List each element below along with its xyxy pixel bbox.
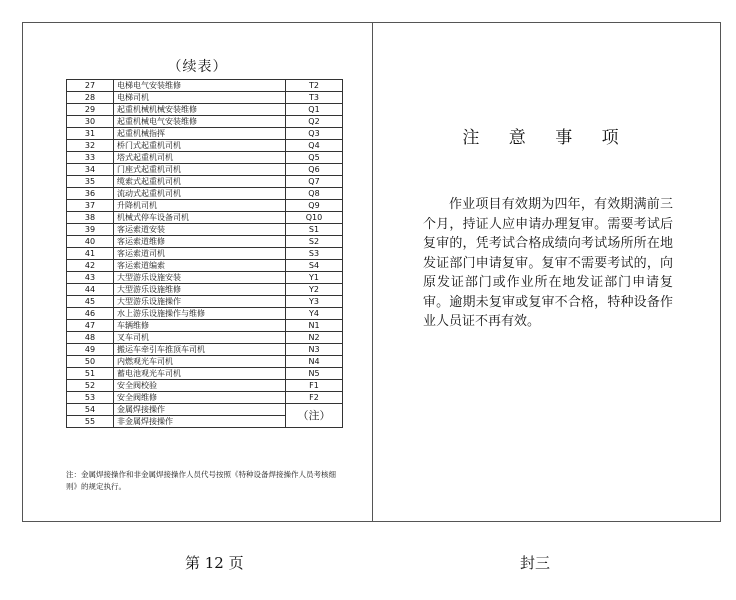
item-name: 塔式起重机司机 — [114, 152, 286, 164]
item-code: Y4 — [286, 308, 343, 320]
item-code: N3 — [286, 344, 343, 356]
row-number: 29 — [67, 104, 114, 116]
row-number: 37 — [67, 200, 114, 212]
item-name: 客运索道司机 — [114, 248, 286, 260]
row-number: 38 — [67, 212, 114, 224]
item-code: Q5 — [286, 152, 343, 164]
table-row — [67, 344, 343, 356]
item-code: Q6 — [286, 164, 343, 176]
item-name: 电梯电气安装维修 — [114, 80, 286, 92]
table-row — [67, 200, 343, 212]
row-number: 47 — [67, 320, 114, 332]
table-row — [67, 236, 343, 248]
item-name: 起重机械机械安装维修 — [114, 104, 286, 116]
notice-body: 作业项目有效期为四年，有效期满前三个月，持证人应申请办理复审。需要考试后复审的，凭考试合格成绩向考试场所所在地发证部门申请复审。复审不需要考试的，向原发证部门或作业所在地发证部门申请复审。逾期未复审或复审不合格，特种设备作业人员证不再有效。 — [423, 197, 673, 329]
right-page — [373, 23, 720, 521]
item-name: 大型游乐设施操作 — [114, 296, 286, 308]
item-name: 车辆维修 — [114, 320, 286, 332]
table-row — [67, 212, 343, 224]
row-number: 49 — [67, 344, 114, 356]
row-number: 35 — [67, 176, 114, 188]
item-code: S3 — [286, 248, 343, 260]
item-code: N4 — [286, 356, 343, 368]
table-row — [67, 368, 343, 380]
row-number: 32 — [67, 140, 114, 152]
row-number: 46 — [67, 308, 114, 320]
table-row — [67, 128, 343, 140]
item-name: 安全阀维修 — [114, 392, 286, 404]
table-row — [67, 356, 343, 368]
item-name: 搬运车牵引车推顶车司机 — [114, 344, 286, 356]
item-name: 客运索道维修 — [114, 236, 286, 248]
item-code: Q1 — [286, 104, 343, 116]
item-name: 起重机械电气安装维修 — [114, 116, 286, 128]
item-code: N1 — [286, 320, 343, 332]
table-row — [67, 164, 343, 176]
document-spread — [22, 22, 721, 522]
page-number-caption: 第 12 页 — [185, 554, 244, 572]
item-name: 客运索道安装 — [114, 224, 286, 236]
item-name: 电梯司机 — [114, 92, 286, 104]
table-row — [67, 404, 343, 416]
item-code: N2 — [286, 332, 343, 344]
item-code: Y2 — [286, 284, 343, 296]
table-row — [67, 308, 343, 320]
item-code: S1 — [286, 224, 343, 236]
row-number: 33 — [67, 152, 114, 164]
table-row — [67, 248, 343, 260]
item-name: 缆索式起重机司机 — [114, 176, 286, 188]
item-code: Y1 — [286, 272, 343, 284]
table-row — [67, 92, 343, 104]
row-number: 39 — [67, 224, 114, 236]
row-number: 52 — [67, 380, 114, 392]
row-number: 28 — [67, 92, 114, 104]
table-row — [67, 152, 343, 164]
cover-three-caption: 封三 — [520, 554, 551, 572]
certificate-item-table — [66, 79, 343, 428]
item-code: Y3 — [286, 296, 343, 308]
table-row — [67, 332, 343, 344]
table-row — [67, 104, 343, 116]
table-row — [67, 224, 343, 236]
item-name: 叉车司机 — [114, 332, 286, 344]
item-name: 桥门式起重机司机 — [114, 140, 286, 152]
row-number: 48 — [67, 332, 114, 344]
row-number: 51 — [67, 368, 114, 380]
item-name: 大型游乐设施维修 — [114, 284, 286, 296]
item-name: 安全阀校验 — [114, 380, 286, 392]
row-number: 40 — [67, 236, 114, 248]
item-code: N5 — [286, 368, 343, 380]
table-row — [67, 80, 343, 92]
item-code: Q2 — [286, 116, 343, 128]
item-code: F2 — [286, 392, 343, 404]
item-name: 起重机械指挥 — [114, 128, 286, 140]
item-name: 水上游乐设施操作与维修 — [114, 308, 286, 320]
merged-code-note: （注） — [286, 404, 343, 428]
row-number: 34 — [67, 164, 114, 176]
row-number: 44 — [67, 284, 114, 296]
item-code: T2 — [286, 80, 343, 92]
item-code: Q9 — [286, 200, 343, 212]
item-code: Q8 — [286, 188, 343, 200]
item-name: 机械式停车设备司机 — [114, 212, 286, 224]
table-row — [67, 260, 343, 272]
row-number: 31 — [67, 128, 114, 140]
row-number: 54 — [67, 404, 114, 416]
table-row — [67, 272, 343, 284]
row-number: 55 — [67, 416, 114, 428]
table-row — [67, 380, 343, 392]
table-row — [67, 392, 343, 404]
item-code: S4 — [286, 260, 343, 272]
table-row — [67, 296, 343, 308]
table-row — [67, 188, 343, 200]
row-number: 50 — [67, 356, 114, 368]
item-name: 客运索道编索 — [114, 260, 286, 272]
row-number: 36 — [67, 188, 114, 200]
item-code: T3 — [286, 92, 343, 104]
item-code: Q3 — [286, 128, 343, 140]
row-number: 30 — [67, 116, 114, 128]
table-note: 注：金属焊接操作和非金属焊接操作人员代号按照《特种设备焊接操作人员考核细则》的规定执行。 — [66, 470, 336, 491]
item-code: Q10 — [286, 212, 343, 224]
table-title: （续表） — [167, 59, 228, 75]
item-name: 升降机司机 — [114, 200, 286, 212]
left-page — [23, 23, 372, 521]
item-name: 门座式起重机司机 — [114, 164, 286, 176]
item-code: F1 — [286, 380, 343, 392]
notice-title: 注 意 事 项 — [462, 128, 631, 148]
item-name: 大型游乐设施安装 — [114, 272, 286, 284]
row-number: 45 — [67, 296, 114, 308]
table-row — [67, 116, 343, 128]
item-name: 内燃观光车司机 — [114, 356, 286, 368]
row-number: 27 — [67, 80, 114, 92]
row-number: 41 — [67, 248, 114, 260]
row-number: 42 — [67, 260, 114, 272]
table-row — [67, 320, 343, 332]
item-name: 蓄电池观光车司机 — [114, 368, 286, 380]
row-number: 43 — [67, 272, 114, 284]
item-code: S2 — [286, 236, 343, 248]
table-row — [67, 284, 343, 296]
item-code: Q7 — [286, 176, 343, 188]
row-number: 53 — [67, 392, 114, 404]
item-name: 非金属焊接操作 — [114, 416, 286, 428]
item-code: Q4 — [286, 140, 343, 152]
item-name: 流动式起重机司机 — [114, 188, 286, 200]
table-row — [67, 140, 343, 152]
item-name: 金属焊接操作 — [114, 404, 286, 416]
table-row — [67, 176, 343, 188]
